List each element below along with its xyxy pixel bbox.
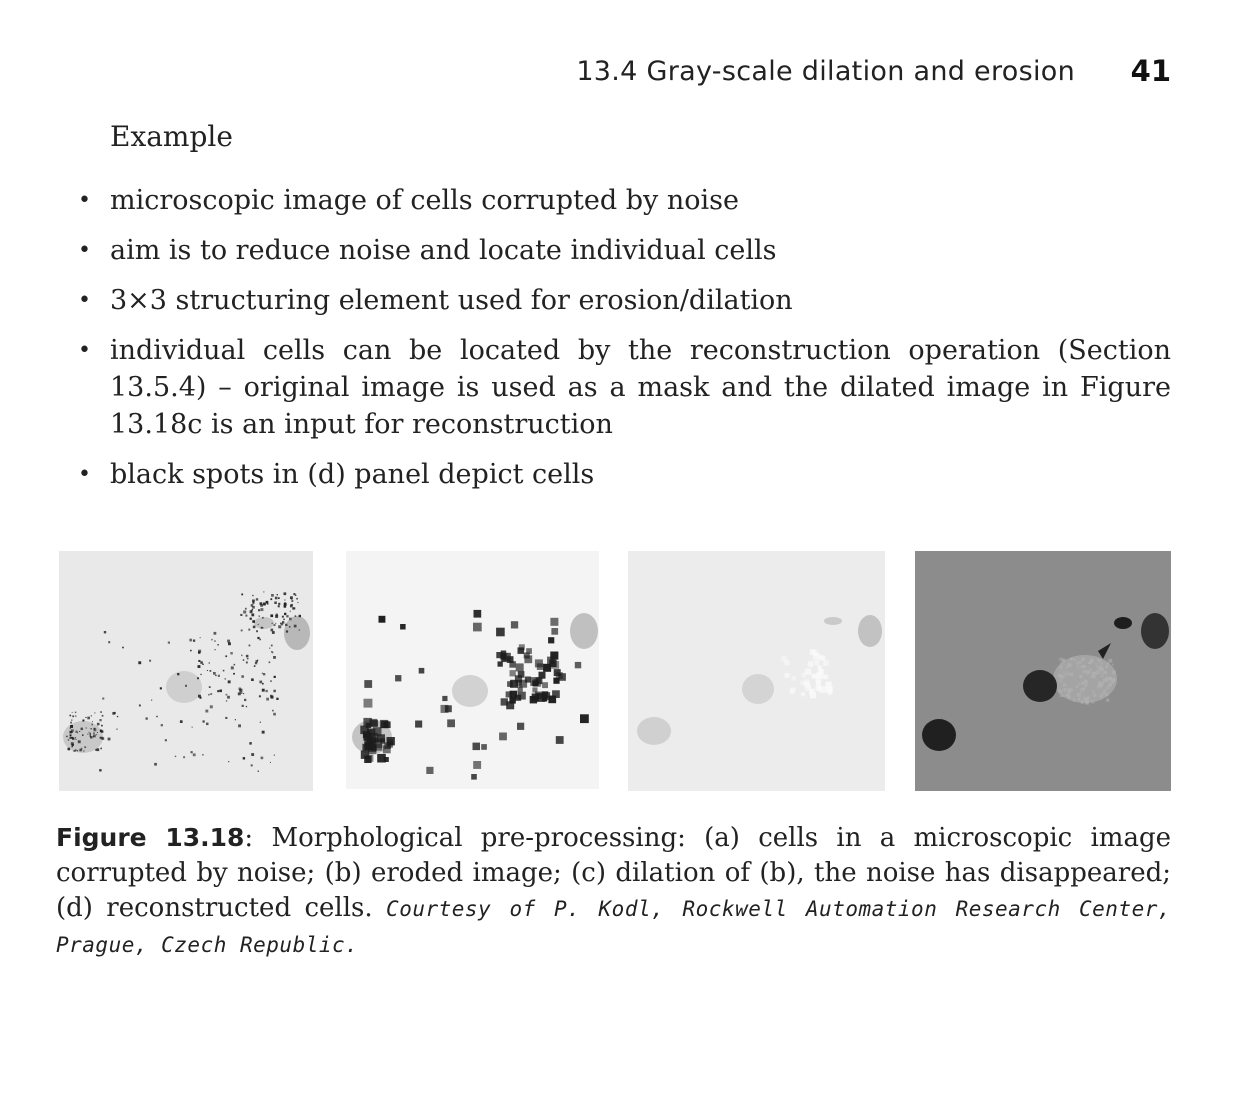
panel-d-reconstructed-cells-image xyxy=(915,551,1171,791)
bullet-item xyxy=(0,282,1255,319)
bullet-text: microscopic image of cells corrupted by noise xyxy=(110,185,739,216)
panel-c-dilated-image xyxy=(628,551,885,791)
bullet-text: aim is to reduce noise and locate individual cells xyxy=(110,235,777,266)
bullet-icon: • xyxy=(78,188,91,213)
panel-a-noisy-cells-image xyxy=(59,551,313,791)
bullet-item xyxy=(0,332,1255,443)
figure-caption xyxy=(56,820,1171,963)
bullet-icon: • xyxy=(78,338,91,363)
bullet-icon: • xyxy=(78,288,91,313)
caption-courtesy: Courtesy of P. Kodl, Rockwell Automation Research Center, Prague, Czech Republic. xyxy=(56,897,1172,957)
bullet-text: 3×3 structuring element used for erosion/dilation xyxy=(110,285,793,316)
bullet-icon: • xyxy=(78,238,91,263)
example-heading: Example xyxy=(110,120,233,153)
bullet-icon: • xyxy=(78,462,91,487)
panel-b-eroded-image xyxy=(346,551,599,789)
bullet-text: individual cells can be located by the reconstruction operation (Section 13.5.4) – original image is used as a mask and the dilated image in Figure 13.18c is an input for reconstruction xyxy=(110,335,1171,440)
figure-13-18 xyxy=(0,551,1255,793)
section-title: 13.4 Gray-scale dilation and erosion xyxy=(576,56,1075,87)
page-number: 41 xyxy=(1130,54,1171,88)
bullet-text: black spots in (d) panel depict cells xyxy=(110,459,595,490)
page-header xyxy=(0,52,1255,92)
bullet-item xyxy=(0,456,1255,493)
bullet-item xyxy=(0,182,1255,219)
bullet-list xyxy=(0,182,1255,506)
caption-text: : Morphological pre-processing: (a) cells in a microscopic image corrupted by noise; (b) eroded image; (c) dilation of (b), the noise has disappeared; (d) reconstructed cells. xyxy=(56,823,1171,923)
bullet-item xyxy=(0,232,1255,269)
figure-label: Figure 13.18 xyxy=(56,823,245,852)
